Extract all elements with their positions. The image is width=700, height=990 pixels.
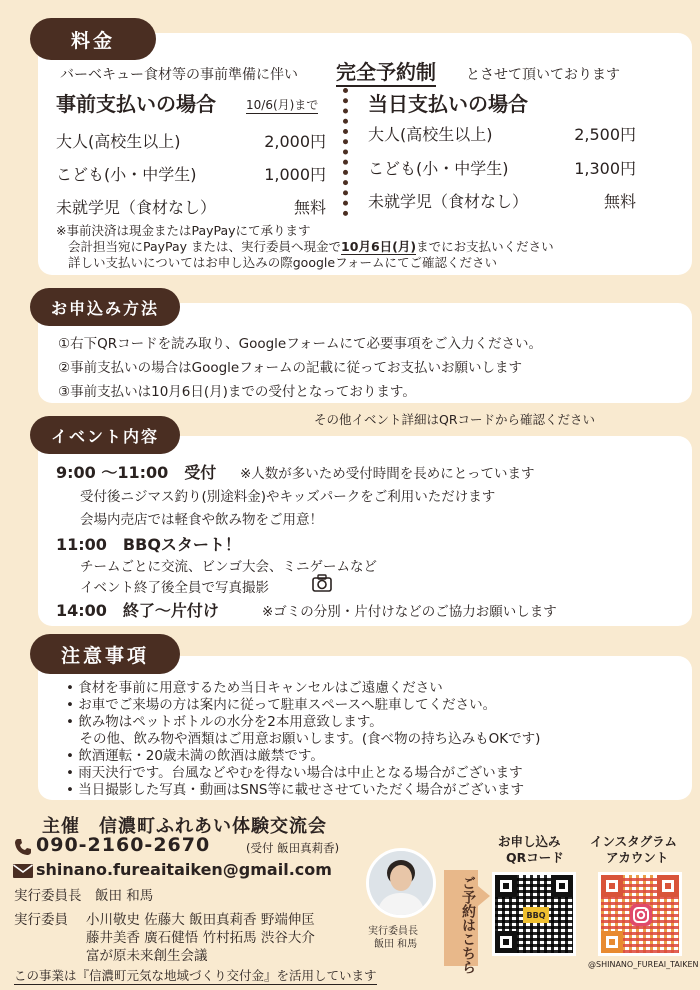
advance-row-label: 大人(高校生以上) — [56, 132, 181, 151]
advance-row-value: 1,000円 — [264, 165, 326, 184]
fees-divider — [343, 88, 348, 216]
advance-title: 事前支払いの場合 — [56, 92, 216, 116]
apply-item: ①右下QRコードを読み取り、Googleフォームにて必要事項をご入力ください。 — [58, 336, 543, 352]
event-s2-line: イベント終了後全員で写真撮影 — [80, 580, 269, 596]
qr-finder — [495, 875, 517, 897]
sameday-row-label: 未就学児（食材なし） — [368, 192, 529, 211]
phone-number[interactable]: 090-2160-2670 — [36, 834, 211, 856]
chair-photo — [366, 848, 436, 918]
instagram-handle: @SHINANO_FUREAI_TAIKEN — [588, 960, 699, 969]
event-s1-time: 9:00 〜11:00 受付 — [56, 463, 217, 482]
notes-item: • 当日撮影した写真・動画はSNS等に載せさせていただく場合がございます — [66, 782, 524, 798]
photo-caption-2: 飯田 和馬 — [374, 939, 418, 950]
notes-item: その他、飲み物や酒類はご用意お願いします。(食べ物の持ち込みもOKです) — [66, 731, 541, 747]
qr-apply-label-2: QRコード — [506, 850, 564, 865]
qr-finder — [551, 875, 573, 897]
advance-deadline: 10/6(月)まで — [246, 98, 319, 112]
event-s1-line: 受付後ニジマス釣り(別途料金)やキッズパークをご利用いただけます — [80, 489, 496, 505]
advance-row-value: 2,000円 — [264, 132, 326, 151]
phone-icon — [14, 838, 32, 856]
qr-apply-label-1: お申し込み — [498, 834, 561, 849]
qr-insta-label-1: インスタグラム — [590, 834, 678, 849]
apply-tag: お申込み方法 — [30, 288, 180, 326]
instagram-icon — [629, 903, 653, 927]
members-label: 実行委員 — [14, 912, 68, 928]
fees-note-2-suffix: までにお支払いください — [416, 239, 554, 254]
sameday-title: 当日支払いの場合 — [368, 92, 528, 116]
event-tag: イベント内容 — [30, 416, 180, 454]
event-s3-note: ※ゴミの分別・片付けなどのご協力お願いします — [262, 604, 557, 620]
reserve-callout-arrow — [478, 886, 490, 906]
fees-note-2-emph: 10月6日(月) — [341, 239, 417, 254]
fees-note-3: 詳しい支払いについてはお申し込みの際googleフォームにてご確認ください — [68, 255, 497, 270]
notes-item: • 飲み物はペットボトルの水分を2本用意致します。 — [66, 714, 383, 730]
fees-intro-suffix: とさせて頂いております — [466, 67, 620, 83]
sameday-row-value: 2,500円 — [574, 125, 636, 144]
camera-icon — [312, 574, 332, 592]
email-address[interactable]: shinano.fureaitaiken@gmail.com — [36, 860, 332, 879]
qr-finder — [601, 875, 623, 897]
event-s2-line: チームごとに交流、ビンゴ大会、ミニゲームなど — [80, 559, 377, 575]
advance-row-value: 無料 — [293, 198, 326, 217]
members-line: 小川敬史 佐藤大 飯田真莉香 野端伸匡 — [86, 912, 315, 928]
fees-intro-emph: 完全予約制 — [336, 56, 436, 87]
fees-tag: 料金 — [30, 18, 156, 60]
phone-note: (受付 飯田真莉香) — [246, 841, 340, 855]
sameday-row-label: 大人(高校生以上) — [368, 125, 493, 144]
apply-other-note: その他イベント詳細はQRコードから確認ください — [314, 412, 596, 427]
fees-note-1: ※事前決済は現金またはPayPayにて承ります — [56, 223, 311, 238]
apply-item: ②事前支払いの場合はGoogleフォームの記載に従ってお支払いお願いします — [58, 360, 523, 376]
event-s1-note: ※人数が多いため受付時間を長めにとっています — [240, 466, 535, 482]
person-icon — [369, 851, 433, 915]
advance-row-label: こども(小・中学生) — [56, 165, 197, 184]
qr-finder — [495, 931, 517, 953]
notes-item: • 雨天決行です。台風などやむを得ない場合は中止となる場合がございます — [66, 765, 523, 781]
apply-qr-code[interactable] — [492, 872, 576, 956]
notes-item: • お車でご来場の方は案内に従って駐車スペースへ駐車してください。 — [66, 697, 497, 713]
sameday-row-label: こども(小・中学生) — [368, 159, 509, 178]
organizer-title: 主催 信濃町ふれあい体験交流会 — [42, 816, 327, 837]
members-line: 藤井美香 廣石健悟 竹村拓馬 渋谷大介 — [86, 930, 315, 946]
event-s3-time: 14:00 終了〜片付け — [56, 601, 219, 620]
instagram-qr-code[interactable] — [598, 872, 682, 956]
funding-note: この事業は『信濃町元気な地域づくり交付金』を活用しています — [14, 968, 377, 983]
photo-caption-1: 実行委員長 — [368, 926, 418, 937]
notes-tag: 注意事項 — [30, 634, 180, 674]
notes-item: • 食材を事前に用意するため当日キャンセルはご遠慮ください — [66, 680, 443, 696]
committee-chair: 実行委員長 飯田 和馬 — [14, 888, 154, 904]
mail-icon — [12, 863, 34, 879]
apply-item: ③事前支払いは10月6日(月)までの受付となっております。 — [58, 384, 416, 400]
event-s2-time: 11:00 BBQスタート！ — [56, 535, 241, 554]
event-s1-line: 会場内売店では軽食や飲み物をご用意！ — [80, 512, 323, 528]
advance-row-label: 未就学児（食材なし） — [56, 198, 217, 217]
qr-insta-label-2: アカウント — [606, 850, 669, 865]
fees-intro-prefix: バーベキュー食材等の事前準備に伴い — [60, 67, 298, 83]
fees-note-2-prefix: 会計担当宛にPayPay または、実行委員へ現金で — [68, 239, 342, 254]
members-line: 富が原未来創生会議 — [86, 948, 208, 964]
sameday-row-value: 無料 — [603, 192, 636, 211]
notes-item: • 飲酒運転・20歳未満の飲酒は厳禁です。 — [66, 748, 324, 764]
sameday-row-value: 1,300円 — [574, 159, 636, 178]
qr-center-logo: BBQ — [523, 907, 549, 923]
reserve-callout-text: ご予約はこちら — [460, 876, 476, 974]
qr-finder — [657, 875, 679, 897]
qr-finder — [601, 931, 623, 953]
